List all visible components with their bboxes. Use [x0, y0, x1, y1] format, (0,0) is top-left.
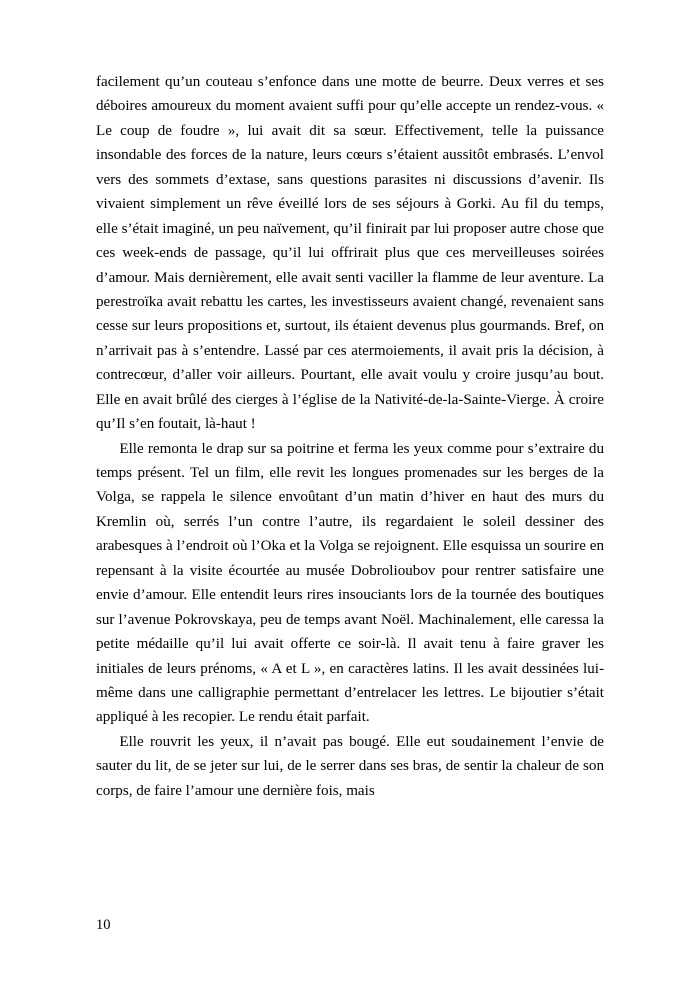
paragraph: Elle rouvrit les yeux, il n’avait pas bougé. Elle eut soudainement l’envie de sauter du lit, de se jeter sur lui, de le serrer dans ses bras, de sentir la chaleur de son corps, de faire l’amour une dernière fois, mais [96, 733, 604, 799]
page-number: 10 [96, 916, 111, 933]
paragraph: Elle remonta le drap sur sa poitrine et ferma les yeux comme pour s’extraire du temps présent. Tel un film, elle revit les longues promenades sur les berges de la Volga, se rappela le silence envoûtant d’un matin d’hiver en haut des murs du Kremlin où, serrés l’un contre l’autre, ils regardaient le soleil dessiner des arabesques à l’endroit où l’Oka et la Volga se rejoignent. Elle esquissa un sourire en repensant à la visite écourtée au musée Dobrolioubov pour rentrer satisfaire une envie d’amour. Elle entendit leurs rires insouciants lors de la tournée des boutiques sur l’avenue Pokrovskaya, peu de temps avant Noël. Machinalement, elle caressa la petite médaille qu’il lui avait offerte ce soir-là. Il avait tenu à faire graver les initiales de leurs prénoms, « A et L », en caractères latins. Il les avait dessinées lui-même dans une calligraphie permettant d’entrelacer les lettres. Le bijoutier s’était appliqué à les recopier. Le rendu était parfait. [96, 440, 604, 726]
page-body-text [96, 70, 604, 803]
paragraph: facilement qu’un couteau s’enfonce dans une motte de beurre. Deux verres et ses déboires amoureux du moment avaient suffi pour qu’elle accepte un rendez-vous. « Le coup de foudre », lui avait dit sa sœur. Effectivement, telle la puissance insondable des forces de la nature, leurs cœurs s’étaient aussitôt embrasés. L’envol vers des sommets d’extase, sans questions parasites ni discussions d’avenir. Ils vivaient simplement un rêve éveillé lors de ses séjours à Gorki. Au fil du temps, elle s’était imaginé, un peu naïvement, qu’il finirait par lui proposer autre chose que ces week-ends de passage, qu’il lui offrirait plus que ces merveilleuses soirées d’amour. Mais dernièrement, elle avait senti vaciller la flamme de leur aventure. La perestroïka avait rebattu les cartes, les investisseurs avaient changé, revenaient sans cesse sur leurs propositions et, surtout, ils étaient devenus plus gourmands. Bref, on n’arrivait pas à s’entendre. Lassé par ces atermoiements, il avait pris la décision, à contrecœur, d’aller voir ailleurs. Pourtant, elle avait voulu y croire jusqu’au bout. Elle en avait brûlé des cierges à l’église de la Nativité-de-la-Sainte-Vierge. À croire qu’Il s’en foutait, là-haut ! [96, 74, 604, 433]
